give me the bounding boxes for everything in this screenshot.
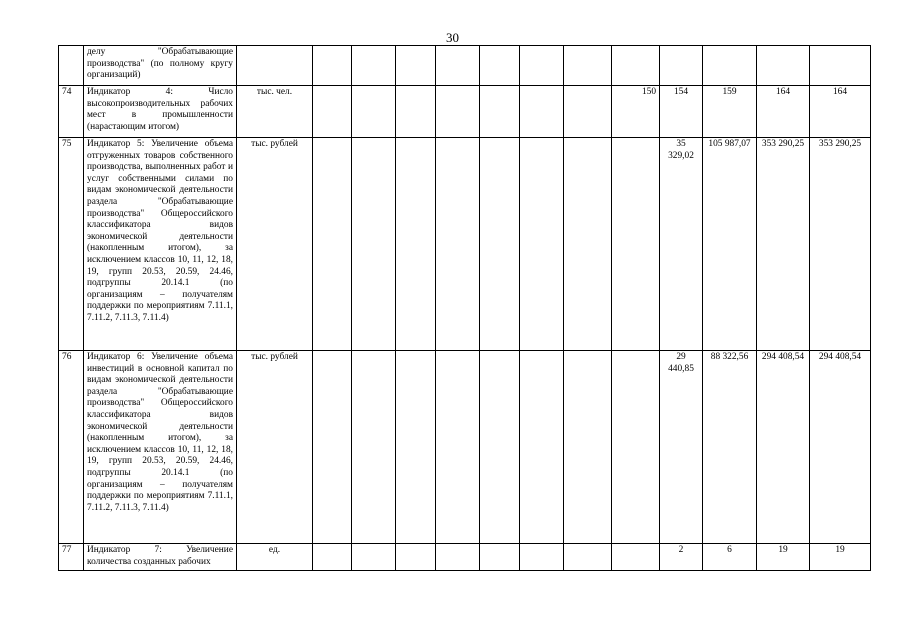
value-cell: 150 — [612, 86, 660, 138]
table-row — [59, 46, 871, 86]
empty-cell — [352, 86, 396, 138]
value-cell: 159 — [703, 86, 757, 138]
row-number: 74 — [59, 86, 84, 138]
empty-cell — [520, 46, 564, 86]
value-cell: 294 408,54 — [757, 351, 810, 544]
unit-cell: тыс. чел. — [237, 86, 313, 138]
empty-cell — [436, 351, 480, 544]
table-row — [59, 86, 871, 138]
value-cell: 35 329,02 — [660, 138, 703, 351]
empty-cell — [480, 138, 520, 351]
page-number: 30 — [446, 30, 459, 45]
table-row — [59, 544, 871, 571]
empty-cell — [436, 544, 480, 571]
value-cell: 164 — [757, 86, 810, 138]
empty-cell — [313, 46, 352, 86]
table-row — [59, 351, 871, 544]
row-number: 75 — [59, 138, 84, 351]
value-cell: 6 — [703, 544, 757, 571]
empty-cell — [520, 86, 564, 138]
empty-cell — [436, 86, 480, 138]
empty-cell — [564, 86, 612, 138]
empty-cell — [352, 138, 396, 351]
value-cell — [703, 46, 757, 86]
value-cell: 105 987,07 — [703, 138, 757, 351]
empty-cell — [436, 138, 480, 351]
value-cell: 353 290,25 — [810, 138, 871, 351]
empty-cell — [396, 351, 436, 544]
value-cell: 353 290,25 — [757, 138, 810, 351]
value-cell — [612, 46, 660, 86]
empty-cell — [564, 351, 612, 544]
empty-cell — [520, 138, 564, 351]
value-cell: 19 — [757, 544, 810, 571]
value-cell: 164 — [810, 86, 871, 138]
empty-cell — [660, 46, 703, 86]
empty-cell — [313, 351, 352, 544]
value-cell — [612, 351, 660, 544]
empty-cell — [396, 138, 436, 351]
unit-cell: тыс. рублей — [237, 351, 313, 544]
empty-cell — [396, 544, 436, 571]
value-cell: 294 408,54 — [810, 351, 871, 544]
unit-cell: ед. — [237, 544, 313, 571]
empty-cell — [564, 544, 612, 571]
empty-cell — [396, 46, 436, 86]
unit-cell — [237, 46, 313, 86]
empty-cell — [480, 86, 520, 138]
value-cell: 154 — [660, 86, 703, 138]
indicator-table — [58, 45, 871, 571]
empty-cell — [396, 86, 436, 138]
value-cell — [612, 138, 660, 351]
empty-cell — [352, 46, 396, 86]
empty-cell — [352, 351, 396, 544]
empty-cell — [436, 46, 480, 86]
value-cell — [564, 46, 612, 86]
value-cell: 29 440,85 — [660, 351, 703, 544]
empty-cell — [480, 544, 520, 571]
empty-cell — [313, 86, 352, 138]
empty-cell — [480, 46, 520, 86]
value-cell — [757, 46, 810, 86]
value-cell: 2 — [660, 544, 703, 571]
indicator-description: Индикатор 6: Увеличение объема инвестиций в основной капитал по видам экономической деятельности раздела "Обрабатывающие производства" Общероссийского классификатора видов экономической деятельности (накопленным итогом), за исключением классов 10, 11, 12, 18, 19, групп 20.53, 20.59, 24.46, подгруппы 20.14.1 (по организациям – получателям поддержки по мероприятиям 7.11.1, 7.11.2, 7.11.3, 7.11.4) — [84, 351, 237, 544]
empty-cell — [313, 138, 352, 351]
unit-cell: тыс. рублей — [237, 138, 313, 351]
value-cell — [810, 46, 871, 86]
row-number: 77 — [59, 544, 84, 571]
empty-cell — [520, 351, 564, 544]
indicator-description: Индикатор 7: Увеличение количества созданных рабочих — [84, 544, 237, 571]
indicator-description: Индикатор 4: Число высокопроизводительных рабочих мест в промышленности (нарастающим итогом) — [84, 86, 237, 138]
indicator-description: делу "Обрабатывающие производства" (по полному кругу организаций) — [84, 46, 237, 86]
empty-cell — [313, 544, 352, 571]
value-cell: 88 322,56 — [703, 351, 757, 544]
table-row — [59, 138, 871, 351]
empty-cell — [352, 544, 396, 571]
empty-cell — [520, 544, 564, 571]
value-cell — [612, 544, 660, 571]
indicator-description: Индикатор 5: Увеличение объема отгруженных товаров собственного производства, выполненных работ и услуг собственными силами по видам экономической деятельности раздела "Обрабатывающие производства" Общероссийского классификатора видов экономической деятельности (накопленным итогом), за исключением классов 10, 11, 12, 18, 19, групп 20.53, 20.59, 24.46, подгруппы 20.14.1 (по организациям – получателям поддержки по мероприятиям 7.11.1, 7.11.2, 7.11.3, 7.11.4) — [84, 138, 237, 351]
row-number — [59, 46, 84, 86]
empty-cell — [564, 138, 612, 351]
value-cell: 19 — [810, 544, 871, 571]
empty-cell — [480, 351, 520, 544]
row-number: 76 — [59, 351, 84, 544]
